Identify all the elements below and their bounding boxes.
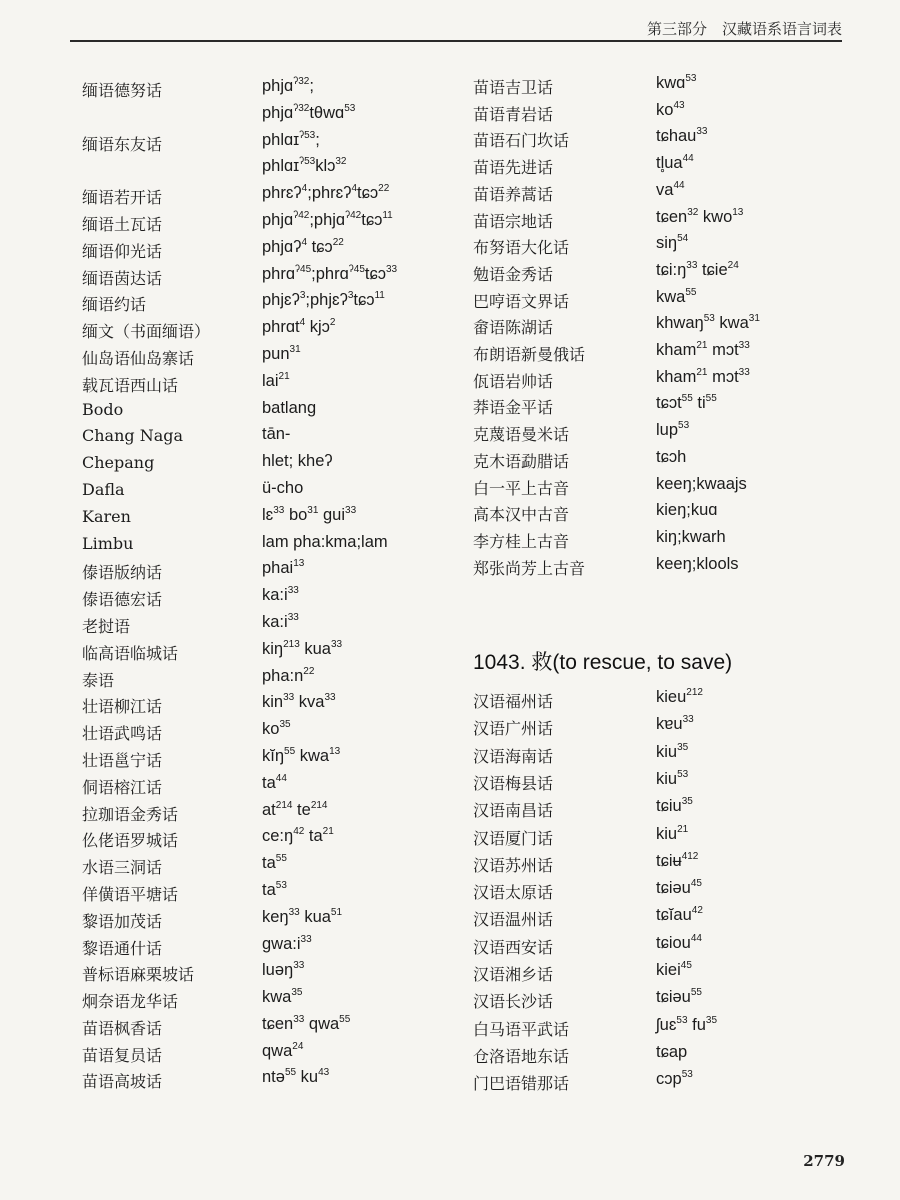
entry-row: [0, 182, 470, 209]
language-name: 泰语: [82, 670, 115, 690]
word-form: kiŋ;kwarh: [656, 527, 726, 546]
word-form: $ce:ŋ^{42}$ $ta^{21}$: [262, 826, 334, 846]
language-name: 门巴语错那话: [473, 1074, 570, 1094]
language-name: 缅语土瓦话: [82, 214, 163, 234]
word-form: $pha:n^{22}$: [262, 665, 315, 685]
language-name: 汉语长沙话: [473, 992, 554, 1012]
language-name: 白一平上古音: [473, 478, 570, 498]
language-name: 佯僙语平塘话: [82, 884, 179, 904]
entry-row: [0, 1013, 470, 1040]
word-form: $ka:i^{33}$: [262, 585, 299, 605]
word-form: phjɑʔ$^4$ tɕɔ$^{22}$: [262, 236, 344, 256]
language-name: 炯奈语龙华话: [82, 992, 179, 1012]
language-name: 缅语东友话: [82, 134, 163, 154]
language-name: 布努语大化话: [473, 238, 570, 258]
language-name: 李方桂上古音: [473, 531, 570, 551]
language-name: 郑张尚芳上古音: [473, 558, 586, 578]
word-form: lup$^{53}$: [656, 420, 690, 440]
word-form: kɐu$^{33}$: [656, 714, 694, 734]
language-name: 白马语平武话: [473, 1019, 570, 1039]
word-form: phrɑt$^4$ kjɔ$^2$: [262, 317, 336, 337]
page-header: [70, 10, 842, 42]
language-name: 缅语茵达话: [82, 268, 163, 288]
word-form: cɔp$^{53}$: [656, 1069, 693, 1089]
language-name: 苗语石门坎话: [473, 131, 570, 151]
language-name: 苗语复员话: [82, 1045, 163, 1065]
entry-row: [0, 772, 470, 799]
word-form: tɕiəu$^{55}$: [656, 987, 702, 1007]
entry-row: [0, 236, 470, 263]
word-form: phlɑɪ$^{ʔ53}$klɔ$^{32}$: [262, 156, 347, 176]
entry-row: [0, 370, 470, 397]
language-name: Dafla: [82, 479, 125, 499]
word-form: phrɑ$^{ʔ45}$;phrɑ$^{ʔ45}$tɕɔ$^{33}$: [262, 263, 398, 283]
word-form: kiei$^{45}$: [656, 960, 692, 979]
entry-row: [0, 450, 470, 477]
language-name: 莽语金平话: [473, 398, 554, 418]
word-form: keeŋ;klools: [656, 554, 739, 573]
word-form: $ka:i^{33}$: [262, 611, 299, 631]
word-form: phjɑ$^{ʔ32}$tθwɑ$^{53}$: [262, 102, 356, 122]
word-form: hlet; kheʔ: [262, 452, 333, 471]
word-form: $tɕi:ŋ^{33}$ tɕie$^{24}$: [656, 259, 739, 279]
entry-row: [0, 129, 470, 156]
word-form: luəŋ$^{33}$: [262, 960, 305, 980]
word-form: ntə$^{55}$ $ku^{43}$: [262, 1067, 330, 1087]
word-form: lam pha:kma;lam: [262, 532, 388, 551]
word-form: tɕiou$^{44}$: [656, 932, 702, 952]
word-form: tɕĭau$^{42}$: [656, 905, 703, 925]
entry-row: [0, 986, 470, 1013]
left-column: [0, 75, 470, 1093]
word-form: khwaŋ$^{53}$ kwa$^{31}$: [656, 313, 760, 333]
word-form: tān-: [262, 425, 291, 444]
word-form: lɛ$^{33}$ $bo^{31}$ gui$^{33}$: [262, 504, 357, 524]
language-name: 克蔑语曼米话: [473, 425, 570, 445]
word-form: $gwa:i^{33}$: [262, 933, 312, 953]
entry-row: [0, 504, 470, 531]
language-name: 缅语约话: [82, 295, 147, 315]
entry-row: [0, 718, 470, 745]
entry-row: [0, 423, 470, 450]
entry-row: [0, 611, 470, 638]
word-form: kwɑ$^{53}$: [656, 73, 697, 92]
entry-row: [0, 289, 470, 316]
word-form: qwa$^{24}$: [262, 1040, 304, 1060]
word-form: $ko^{35}$: [262, 719, 291, 739]
entry-row: [0, 155, 470, 182]
word-form: kin$^{33}$ kva$^{33}$: [262, 692, 336, 712]
language-name: 苗语枫香话: [82, 1018, 163, 1038]
language-name: 汉语湘乡话: [473, 965, 554, 984]
word-form: keŋ$^{33}$ kua$^{51}$: [262, 906, 343, 926]
word-form: phai$^{13}$: [262, 558, 305, 578]
word-form: phrɛʔ$^4$;phrɛʔ$^4$tɕɔ$^{22}$: [262, 183, 390, 203]
language-name: 布朗语新曼俄话: [473, 345, 586, 364]
language-name: Limbu: [82, 533, 134, 553]
word-form: tɕap: [656, 1042, 688, 1061]
word-form: kiu$^{35}$: [656, 741, 689, 761]
language-name: 仓洛语地东话: [473, 1046, 570, 1066]
word-form: $ko^{43}$: [656, 99, 685, 119]
word-form: tɕɔh: [656, 447, 687, 466]
word-form: $ta^{44}$: [262, 772, 287, 792]
language-name: 佤语岩帅话: [473, 371, 554, 391]
language-name: Bodo: [82, 399, 124, 419]
word-form: kieu$^{212}$: [656, 687, 703, 706]
word-form: kham$^{21}$ mɔt$^{33}$: [656, 366, 750, 386]
word-form: kiŋ$^{213}$ kua$^{33}$: [262, 638, 343, 658]
running-header-title: 第三部分 汉藏语系语言词表: [646, 20, 842, 38]
word-form: $ta^{55}$: [262, 853, 287, 873]
language-name: 巴哼语文界话: [473, 291, 570, 311]
language-name: 壮语柳江话: [82, 697, 163, 717]
language-name: 仫佬语罗城话: [82, 831, 179, 851]
word-form: phjɑ$^{ʔ42}$;phjɑ$^{ʔ42}$tɕɔ$^{11}$: [262, 209, 393, 229]
language-name: Karen: [82, 506, 131, 526]
word-form: phlɑɪ$^{ʔ53}$;: [262, 129, 320, 149]
word-form: batlang: [262, 398, 317, 417]
entry-row: [0, 852, 470, 879]
entry-row: [0, 959, 470, 986]
language-name: 水语三洞话: [82, 858, 163, 878]
language-name: 苗语吉卫话: [473, 78, 554, 97]
entry-row: [0, 584, 470, 611]
language-name: 苗语高坡话: [82, 1072, 163, 1092]
language-name: 仙岛语仙岛寨话: [82, 348, 195, 368]
language-name: 拉珈语金秀话: [82, 804, 179, 824]
language-name: Chepang: [82, 453, 155, 473]
word-form: tɕen$^{32}$ kwo$^{13}$: [656, 206, 744, 226]
entry-row: [0, 1066, 470, 1093]
language-name: 汉语厦门话: [473, 828, 554, 848]
entry-row: [0, 879, 470, 906]
language-name: 缅语仰光话: [82, 241, 163, 261]
entry-row: [0, 75, 470, 102]
language-name: 汉语南昌话: [473, 801, 554, 821]
word-form: $va^{44}$: [656, 179, 685, 199]
word-form: $ta^{53}$: [262, 879, 287, 899]
language-name: 畲语陈湖话: [473, 318, 554, 338]
word-form: kieŋ;kuɑ: [656, 501, 718, 520]
language-name: 汉语西安话: [473, 937, 554, 957]
word-form: tɕiʉ$^{412}$: [656, 850, 699, 870]
word-form: tɕiu$^{35}$: [656, 796, 693, 816]
word-form: ʃuɛ$^{53}$ $fu^{35}$: [656, 1014, 718, 1034]
entry-row: [0, 691, 470, 718]
language-name: 黎语通什话: [82, 938, 163, 958]
word-form: tɕen$^{33}$ qwa$^{55}$: [262, 1013, 351, 1033]
language-name: 壮语武鸣话: [82, 724, 163, 744]
word-form: keeŋ;kwaajs: [656, 474, 747, 493]
word-form: phjɑ$^{ʔ32}$;: [262, 76, 314, 95]
word-form: phjɛʔ$^3$;phjɛʔ$^3$tɕɔ$^{11}$: [262, 290, 385, 310]
word-form: tɕhau$^{33}$: [656, 126, 708, 146]
language-name: Chang Naga: [82, 426, 184, 446]
language-name: 勉语金秀话: [473, 264, 554, 284]
language-name: 汉语苏州话: [473, 855, 554, 875]
language-name: 老挝语: [82, 616, 131, 636]
entry-row: [0, 477, 470, 504]
language-name: 汉语梅县话: [473, 773, 554, 793]
word-form: ü-cho: [262, 478, 304, 497]
word-form: kĭŋ$^{55}$ kwa$^{13}$: [262, 745, 341, 765]
language-name: 苗语养蒿话: [473, 184, 554, 204]
language-name: 黎语加茂话: [82, 911, 163, 931]
language-name: 汉语太原话: [473, 883, 554, 903]
entry-row: [0, 209, 470, 236]
language-name: 苗语青岩话: [473, 104, 554, 124]
entry-row: [0, 1040, 470, 1067]
entry-row: [0, 531, 470, 558]
word-form: tɕiəu$^{45}$: [656, 878, 702, 898]
entry-row: [0, 343, 470, 370]
word-form: lai$^{21}$: [262, 370, 290, 390]
word-form: kiu$^{21}$: [656, 823, 689, 843]
word-form: kwa$^{55}$: [656, 286, 697, 306]
entry-row: [0, 799, 470, 826]
entry-row: [0, 745, 470, 772]
entry-row: [0, 102, 470, 129]
entry-row: [0, 263, 470, 290]
word-form: kiu$^{53}$: [656, 768, 689, 788]
language-name: 普标语麻栗坡话: [82, 965, 195, 985]
word-form: $at^{214}$ $te^{214}$: [262, 799, 328, 819]
language-name: 载瓦语西山话: [82, 375, 179, 395]
language-name: 傣语德宏话: [82, 590, 163, 610]
entry-row: [0, 825, 470, 852]
language-name: 汉语温州话: [473, 910, 554, 930]
entry-row: [0, 665, 470, 692]
entry-row: [0, 557, 470, 584]
language-name: 苗语宗地话: [473, 211, 554, 231]
language-name: 汉语福州话: [473, 692, 554, 711]
entry-row: [0, 933, 470, 960]
word-form: pun$^{31}$: [262, 343, 301, 363]
language-name: 缅语德努话: [82, 81, 163, 100]
word-form: tɕɔt$^{55}$ $ti^{55}$: [656, 393, 717, 413]
language-name: 傣语版纳话: [82, 563, 163, 583]
language-name: 高本汉中古音: [473, 505, 570, 525]
entry-row: [0, 638, 470, 665]
language-name: 苗语先进话: [473, 158, 554, 178]
entry-row: [0, 397, 470, 424]
entry-row: [0, 316, 470, 343]
language-name: 汉语广州话: [473, 719, 554, 739]
page-number: 2779: [803, 1152, 845, 1170]
language-name: 汉语海南话: [473, 746, 554, 766]
language-name: 克木语勐腊话: [473, 451, 570, 471]
word-form: kwa$^{35}$: [262, 987, 303, 1007]
language-name: 壮语邕宁话: [82, 750, 163, 770]
section-title: 1043. 救(to rescue, to save): [473, 651, 733, 674]
word-form: kham$^{21}$ mɔt$^{33}$: [656, 340, 750, 359]
word-form: $tl̥ua^{44}$: [656, 153, 694, 173]
language-name: 缅文（书面缅语）: [82, 322, 211, 342]
entry-row: [0, 906, 470, 933]
language-name: 缅语若开话: [82, 188, 163, 208]
language-name: 临高语临城话: [82, 643, 179, 663]
language-name: 侗语榕江话: [82, 777, 163, 797]
word-form: siŋ$^{54}$: [656, 233, 689, 253]
